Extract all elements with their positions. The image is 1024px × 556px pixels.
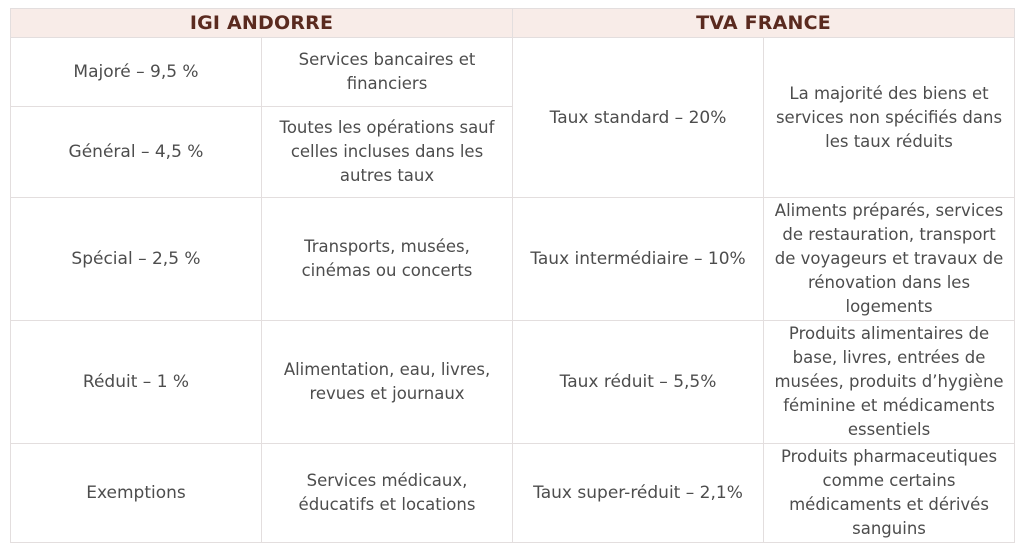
igi-andorre-header: IGI ANDORRE <box>11 9 513 38</box>
tva-rate-super-reduit: Taux super-réduit – 2,1% <box>513 444 764 543</box>
header-row <box>11 9 1015 38</box>
tva-rate-reduit: Taux réduit – 5,5% <box>513 321 764 444</box>
igi-rate-general: Général – 4,5 % <box>11 107 262 198</box>
table-row <box>11 198 1015 321</box>
table-row <box>11 321 1015 444</box>
tva-rate-intermediaire: Taux intermédiaire – 10% <box>513 198 764 321</box>
igi-desc-special: Transports, musées, cinémas ou concerts <box>262 198 513 321</box>
tax-comparison-table <box>10 8 1015 543</box>
tax-comparison-container <box>10 8 1015 543</box>
tva-desc-intermediaire: Aliments préparés, services de restauration, transport de voyageurs et travaux de rénovation dans les logements <box>764 198 1015 321</box>
tva-desc-super-reduit: Produits pharmaceutiques comme certains médicaments et dérivés sanguins <box>764 444 1015 543</box>
igi-desc-general: Toutes les opérations sauf celles incluses dans les autres taux <box>262 107 513 198</box>
igi-rate-special: Spécial – 2,5 % <box>11 198 262 321</box>
igi-rate-exemptions: Exemptions <box>11 444 262 543</box>
igi-rate-majore: Majoré – 9,5 % <box>11 38 262 107</box>
tva-desc-reduit: Produits alimentaires de base, livres, entrées de musées, produits d’hygiène féminine et médicaments essentiels <box>764 321 1015 444</box>
tva-rate-standard: Taux standard – 20% <box>513 38 764 198</box>
table-row <box>11 38 1015 107</box>
tva-desc-standard: La majorité des biens et services non spécifiés dans les taux réduits <box>764 38 1015 198</box>
tva-france-header: TVA FRANCE <box>513 9 1015 38</box>
igi-desc-majore: Services bancaires et financiers <box>262 38 513 107</box>
igi-rate-reduit: Réduit – 1 % <box>11 321 262 444</box>
igi-desc-reduit: Alimentation, eau, livres, revues et journaux <box>262 321 513 444</box>
igi-desc-exemptions: Services médicaux, éducatifs et locations <box>262 444 513 543</box>
table-row <box>11 444 1015 543</box>
